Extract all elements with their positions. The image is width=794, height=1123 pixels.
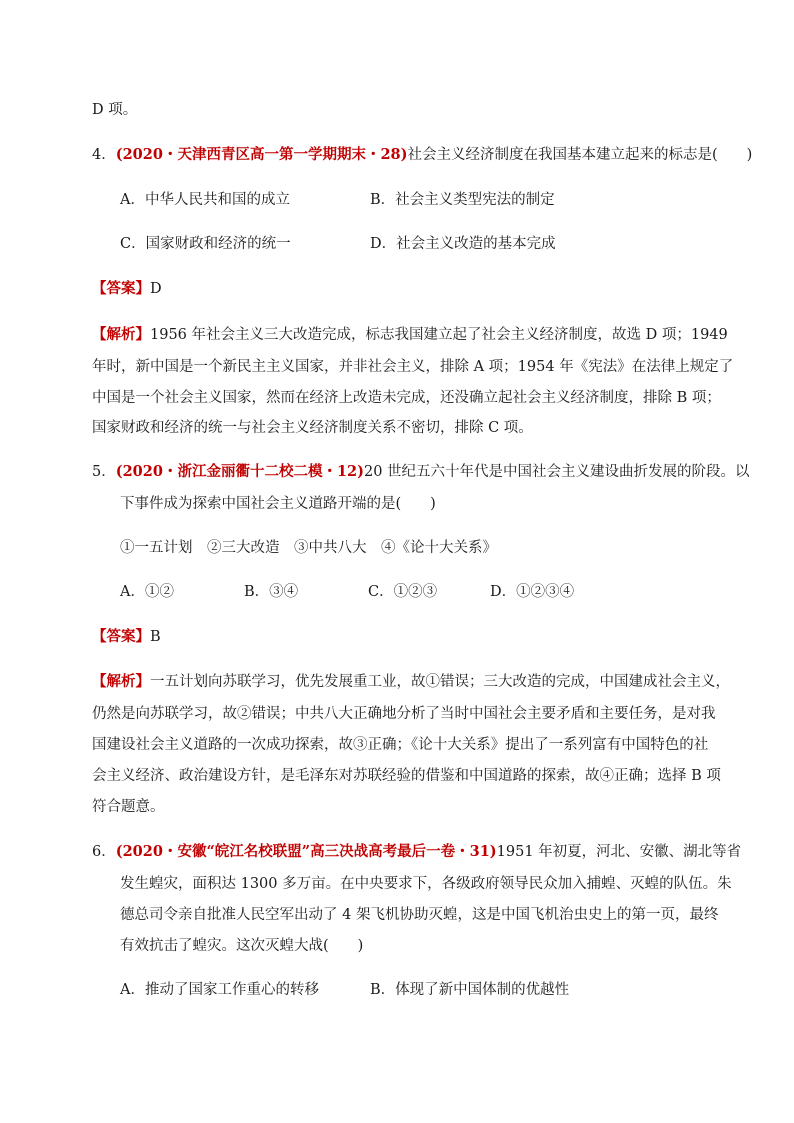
option-d: D．①②③④ [490, 584, 575, 600]
analysis-4-line-3: 中国是一个社会主义国家，然而在经济上改造未完成，还没确立起社会主义经济制度，排除 B 项； [92, 390, 721, 406]
option-b: B．体现了新中国体制的优越性 [370, 982, 570, 998]
option-a: A．①② [120, 584, 174, 600]
analysis-5-line-3: 国建设社会主义道路的一次成功探索，故③正确；《论十大关系》提出了一系列富有中国特色的社 [92, 737, 709, 753]
analysis-4-line-1: 【解析】1956 年社会主义三大改造完成，标志我国建立起了社会主义经济制度，故选 D 项；1949 [92, 326, 728, 343]
analysis-5-line-4: 会主义经济、政治建设方针，是毛泽东对苏联经验的借鉴和中国道路的探索，故④正确；选择 B 项 [92, 768, 721, 784]
answer-label: 【答案】 [92, 628, 150, 645]
question-5-stem-line-2: 下事件成为探索中国社会主义道路开端的是( ) [120, 496, 436, 512]
question-6-stem-line-2: 发生蝗灾，面积达 1300 多万亩。在中央要求下，各级政府领导民众加入捕蝗、灭蝗的队伍。朱 [120, 876, 732, 892]
question-source: (2020・浙江金丽衢十二校二模・12) [115, 463, 364, 480]
question-number: 6． [92, 844, 116, 860]
question-5-stem [92, 462, 750, 482]
option-b: B．社会主义类型宪法的制定 [370, 192, 555, 208]
answer-value: D [150, 281, 162, 297]
answer-5 [92, 627, 161, 647]
option-a: A．中华人民共和国的成立 [120, 192, 290, 208]
question-4-stem [92, 145, 752, 165]
question-text: 20 世纪五六十年代是中国社会主义建设曲折发展的阶段。以 [364, 464, 750, 480]
option-d: D．社会主义改造的基本完成 [370, 236, 556, 252]
question-6-stem-line-4: 有效抗击了蝗灾。这次灭蝗大战( ) [120, 938, 364, 954]
option-b: B．③④ [244, 584, 299, 600]
analysis-5-line-1: 【解析】一五计划向苏联学习，优先发展重工业，故①错误；三大改造的完成，中国建成社会主义， [92, 673, 730, 690]
question-5-items: ①一五计划 ②三大改造 ③中共八大 ④《论十大关系》 [120, 540, 497, 556]
question-source: (2020・天津西青区高一第一学期期末・28) [115, 146, 408, 163]
question-text: 社会主义经济制度在我国基本建立起来的标志是( ) [407, 147, 753, 163]
option-a: A．推动了国家工作重心的转移 [120, 982, 319, 998]
question-number: 4． [92, 147, 116, 163]
question-source: (2020・安徽“皖江名校联盟”高三决战高考最后一卷・31) [115, 843, 497, 860]
prev-question-tail: D 项。 [92, 102, 138, 118]
answer-4 [92, 279, 162, 299]
analysis-5-line-2: 仍然是向苏联学习，故②错误；中共八大正确地分析了当时中国社会主要矛盾和主要任务，是对我 [92, 706, 716, 722]
option-c: C．①②③ [368, 584, 438, 600]
question-6-stem [92, 842, 741, 862]
question-text: 1951 年初夏，河北、安徽、湖北等省 [496, 844, 742, 860]
answer-value: B [150, 629, 161, 645]
analysis-label: 【解析】 [92, 673, 150, 690]
analysis-label: 【解析】 [92, 326, 150, 343]
question-6-stem-line-3: 德总司令亲自批准人民空军出动了 4 架飞机协助灭蝗，这是中国飞机治虫史上的第一页，最终 [120, 907, 719, 923]
analysis-4-line-4: 国家财政和经济的统一与社会主义经济制度关系不密切，排除 C 项。 [92, 420, 533, 436]
answer-label: 【答案】 [92, 280, 150, 297]
option-c: C．国家财政和经济的统一 [120, 236, 291, 252]
analysis-5-line-5: 符合题意。 [92, 799, 165, 815]
analysis-4-line-2: 年时，新中国是一个新民主主义国家，并非社会主义，排除 A 项；1954 年《宪法》在法律上规定了 [92, 359, 734, 375]
question-number: 5． [92, 464, 116, 480]
